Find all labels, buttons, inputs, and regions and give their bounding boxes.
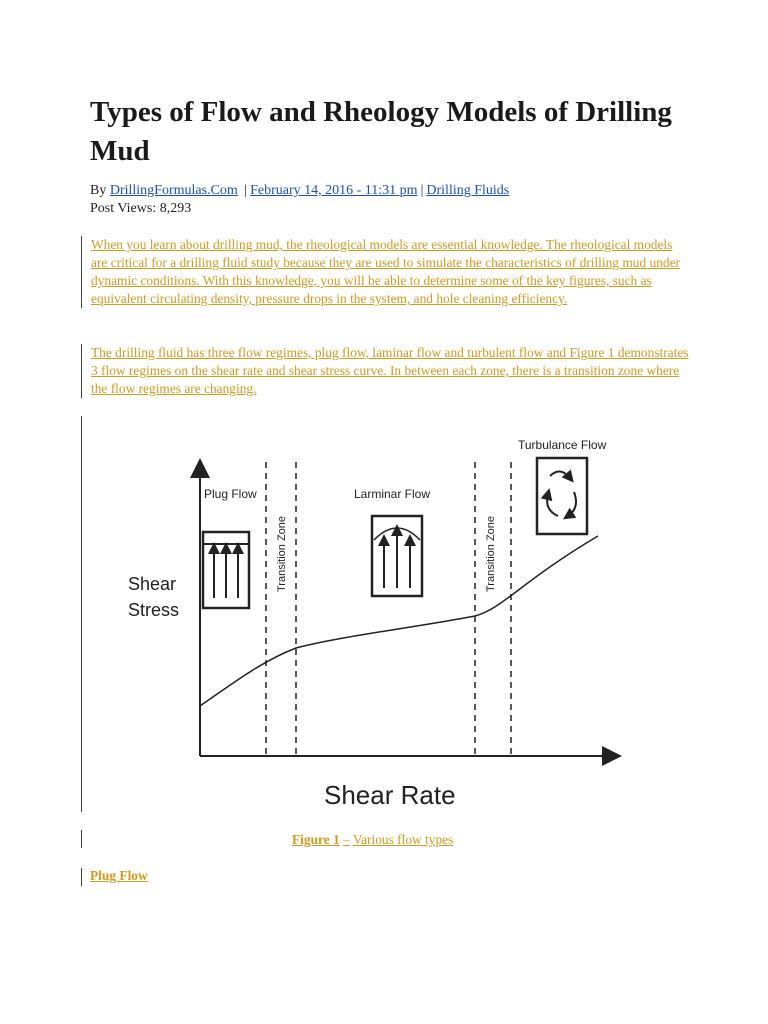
- author-link[interactable]: DrillingFormulas.Com: [109, 183, 238, 198]
- figure-caption-dash: –: [343, 832, 350, 847]
- turbulent-flow-diagram-icon: [537, 458, 587, 534]
- plug-flow-label: Plug Flow: [204, 487, 257, 501]
- figure-caption: [292, 832, 453, 848]
- transition-zone-label: Transition Zone: [485, 515, 497, 592]
- x-axis-label: Shear Rate: [324, 780, 456, 810]
- post-views-count: 8,293: [159, 201, 192, 216]
- section-left-bar: [81, 868, 82, 886]
- post-views-label: Post Views:: [90, 201, 157, 216]
- byline-separator: |: [420, 183, 424, 198]
- y-axis-label-line1: Shear: [128, 574, 177, 594]
- category-link[interactable]: Drilling Fluids: [426, 183, 510, 198]
- byline-prefix: By: [90, 183, 107, 198]
- figure-caption-text: Various flow types: [352, 832, 454, 847]
- intro-paragraph: [81, 236, 691, 308]
- laminar-flow-label: Larminar Flow: [354, 487, 431, 501]
- date-link[interactable]: February 14, 2016 - 11:31 pm: [250, 183, 418, 198]
- article-title: Types of Flow and Rheology Models of Drilling Mud: [90, 96, 672, 167]
- flow-regimes-paragraph: [81, 344, 691, 398]
- intro-paragraph-text[interactable]: When you learn about drilling mud, the rheological models are essential knowledge. The rheological models are critical for a drilling fluid study because they are used to simulate the characteristics of drilling mud under dynamic conditions. With this knowledge, you will be able to determine some of the key figures, such as equivalent circulating density, pressure drops in the system, and hole cleaning efficiency.: [91, 237, 680, 306]
- y-axis-label-line2: Stress: [128, 600, 180, 620]
- caption-left-bar: [81, 830, 82, 848]
- turbulent-flow-label: Turbulance Flow: [518, 438, 607, 452]
- article-byline: [90, 182, 509, 218]
- transition-zone-label: Transition Zone: [276, 515, 288, 592]
- laminar-flow-diagram-icon: [372, 516, 422, 596]
- post-views: [90, 200, 509, 218]
- plug-flow-section-heading[interactable]: Plug Flow: [90, 868, 148, 883]
- byline-separator: |: [244, 183, 248, 198]
- plug-flow-diagram-icon: [203, 532, 249, 608]
- figure-caption-number: Figure 1: [292, 832, 340, 847]
- flow-regimes-paragraph-text[interactable]: The drilling fluid has three flow regimes, plug flow, laminar flow and turbulent flow and Figure 1 demonstrates 3 flow regimes on the shear rate and shear stress curve. In between each zone, there is a transition zone where the flow regimes are changing.: [91, 345, 689, 396]
- flow-types-figure: [82, 416, 642, 816]
